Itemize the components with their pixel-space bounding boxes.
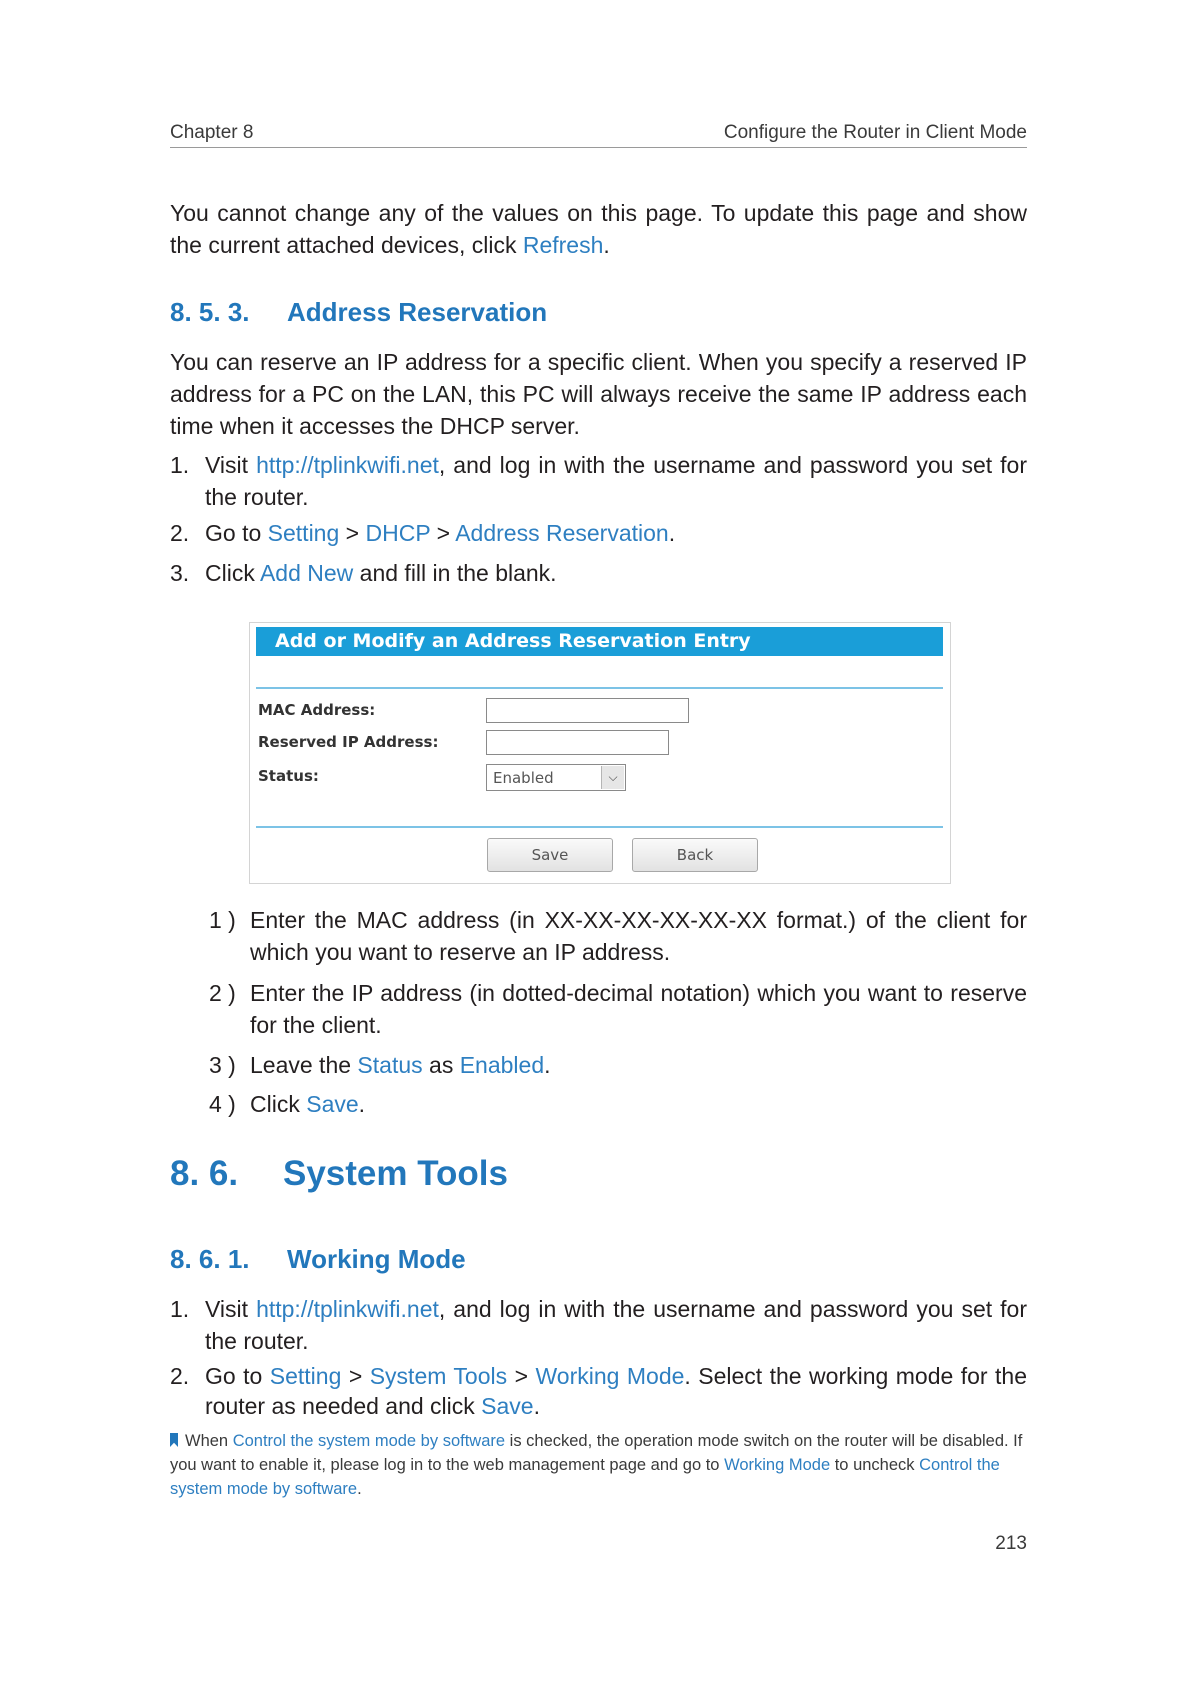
page-number: 213 bbox=[995, 1533, 1027, 1554]
chevron-down-icon[interactable]: ⌵ bbox=[601, 766, 624, 789]
page-header bbox=[170, 120, 1027, 148]
divider bbox=[256, 687, 943, 689]
list-item: 2. Go to Setting > DHCP > Address Reservation. bbox=[170, 520, 676, 546]
list-item: 3 ) Leave the Status as Enabled. bbox=[209, 1052, 551, 1078]
save-button[interactable]: Save bbox=[487, 838, 613, 872]
tplinkwifi-link[interactable]: http://tplinkwifi.net bbox=[256, 452, 439, 478]
list-item: 3. Click Add New and fill in the blank. bbox=[170, 560, 557, 586]
list-item: 2 ) Enter the IP address (in dotted-decimal notation) which you want to reserve for the client. bbox=[209, 980, 1027, 1038]
list-item: 1 ) Enter the MAC address (in XX-XX-XX-XX-XX-XX format.) of the client for which you want to reserve an IP address. bbox=[209, 907, 1027, 965]
section-heading-8-5-3: 8. 5. 3. Address Reservation bbox=[170, 297, 548, 327]
section-heading-8-6-1: 8. 6. 1. Working Mode bbox=[170, 1244, 466, 1274]
reserved-ip-label: Reserved IP Address: bbox=[258, 733, 439, 751]
bookmark-icon bbox=[170, 1433, 178, 1447]
intro-paragraph: You cannot change any of the values on this page. To update this page and show the current attached devices, click Refresh. bbox=[170, 200, 1027, 258]
divider bbox=[256, 826, 943, 828]
list-item: 1. Visit http://tplinkwifi.net, and log in with the username and password you set for the router. bbox=[170, 452, 1027, 510]
section-heading-8-6: 8. 6. System Tools bbox=[170, 1154, 508, 1193]
reserved-ip-input[interactable] bbox=[486, 730, 669, 755]
back-button[interactable]: Back bbox=[632, 838, 758, 872]
address-reservation-paragraph: You can reserve an IP address for a specific client. When you specify a reserved IP address for a PC on the LAN, this PC will always receive the same IP address each time when it accesses the DHCP server. bbox=[170, 349, 1027, 439]
form-title-bar: Add or Modify an Address Reservation Entry bbox=[256, 627, 943, 656]
address-reservation-form-screenshot bbox=[249, 622, 951, 884]
list-item: 2. Go to Setting > System Tools > Working Mode. Select the working mode for the router as needed and click Save. bbox=[170, 1363, 1027, 1419]
mac-address-input[interactable] bbox=[486, 698, 689, 723]
tplinkwifi-link[interactable]: http://tplinkwifi.net bbox=[256, 1296, 439, 1322]
note: When Control the system mode by software is checked, the operation mode switch on the router will be disabled. If you want to enable it, please log in to the web management page and go to Working Mode to uncheck Control the system mode by software. bbox=[170, 1432, 1023, 1498]
list-item: 1. Visit http://tplinkwifi.net, and log in with the username and password you set for the router. bbox=[170, 1296, 1027, 1354]
status-label: Status: bbox=[258, 767, 319, 785]
refresh-link[interactable]: Refresh bbox=[522, 232, 604, 258]
mac-address-label: MAC Address: bbox=[258, 701, 376, 719]
list-item: 4 ) Click Save. bbox=[209, 1091, 366, 1117]
chapter-label: Chapter 8 bbox=[170, 122, 254, 143]
chapter-title: Configure the Router in Client Mode bbox=[723, 122, 1027, 143]
status-select[interactable]: Enabled ⌵ bbox=[486, 764, 626, 791]
